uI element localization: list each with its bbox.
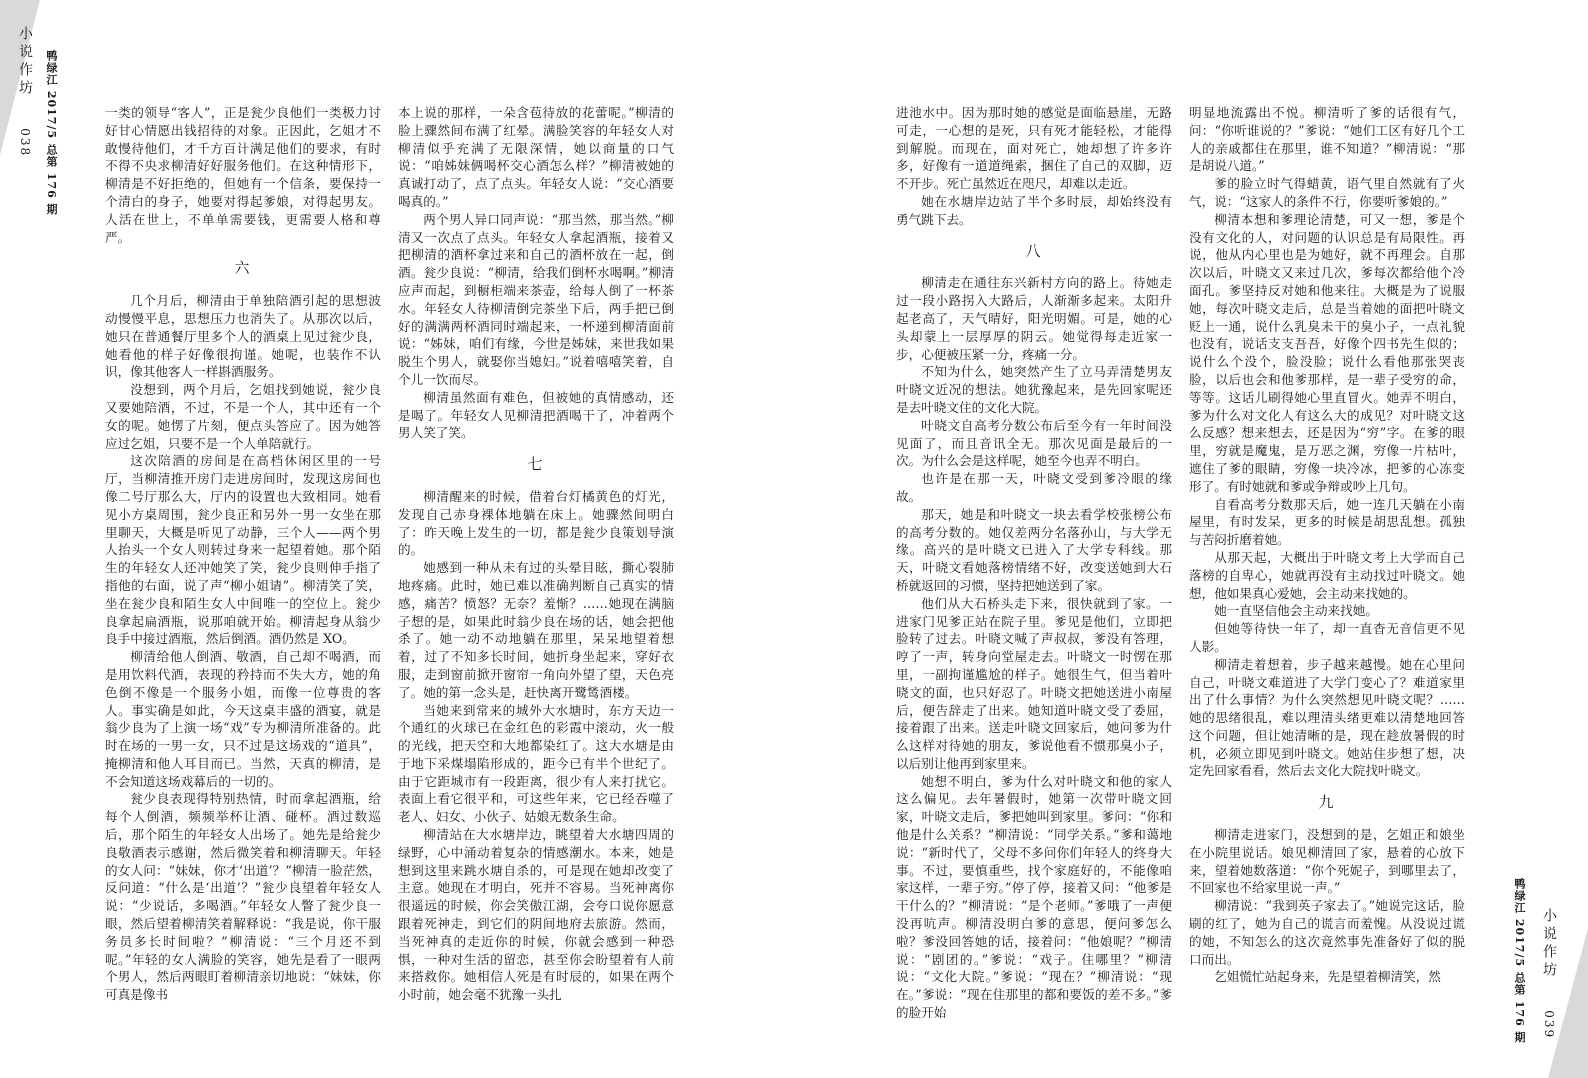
paragraph: 本上说的那样，一朵含苞待放的花蕾呢。”柳清的脸上骤然间布满了红晕。满脸笑容的年轻女人对柳清似乎充满了无限深情，她以商量的口气说：“咱姊妹俩喝杯交心酒怎么样？”柳清被她的真诚打动了，点了点头。年轻女人说：“交心酒要喝真的。” (398, 105, 674, 209)
paragraph: 柳清本想和爹理论清楚，可又一想，爹是个没有文化的人，对问题的认识总是有局限性。再说，他从内心里也是为她好，就不再理会。自那次以后，叶晓文又来过几次，爹每次都给他个冷面孔。爹坚持反对她和他来往。大概是为了说服她，每次叶晓文走后，总是当着她的面把叶晓文贬上一通，说什么乳臭未干的臭小子，一点礼貌也没有，说话支支吾吾，好像个四书先生似的；说什么个没个，脸没脸；说什么看他那张哭丧脸，以后也会和他爹那样，是一辈子受穷的命，等等。这话儿刷得她心里直冒火。她弄不明白，爹为什么对文化人有这么大的成见？对叶晓文这么反感？想来想去，还是因为“穷”字。在爹的眼里，穷就是魔鬼，是万恶之渊，穷像一片枯叶，遮住了爹的眼睛，穷像一块冷冰，把爹的心冻变形了。有时她就和爹或争辩或吵上几句。 (1189, 211, 1465, 494)
paragraph: 柳清虽然面有难色，但被她的真情感动，还是喝了。年轻女人见柳清把酒喝干了，冲着两个男人笑了笑。 (398, 389, 674, 441)
left-page-sidebar (18, 26, 32, 157)
right-page-number: 039 (1542, 1010, 1556, 1040)
paragraph: 柳清走着想着，步子越来越慢。她在心里问自己，叶晓文难道进了大学门变心了？难道家里出了什么事情？为什么突然想见叶晓文呢？……她的思绪很乱，难以理清头绪更难以清楚地回答这个问题，但让她清晰的是，现在趁放暑假的时机，必须立即见到叶晓文。她站住步想了想，决定先回家看看，然后去文化大院找叶晓文。 (1189, 656, 1465, 779)
left-page-number: 038 (18, 128, 32, 158)
paragraph: 瓮少良表现得特别热情，时而拿起酒瓶，给每个人倒酒，频频举杯让酒、碰杯。酒过数巡后，那个陌生的年轻女人出场了。她先是给瓮少良敬酒表示感谢，然后微笑着和柳清聊天。年轻的女人问：“妹妹，你才‘出道’？”柳清一脸茫然，反问道：“什么是‘出道’？”瓮少良望着年轻女人说：“少说话，多喝酒。”年轻女人瞥了瓮少良一眼，然后望着柳清笑着解释说：“我是说，你干服务员多长时间啦？”柳清说：“三个月还不到呢。”年轻的女人满脸的笑容，她先是看了一眼两个男人，然后两眼盯着柳清亲切地说：“妹妹，你可真是像书 (105, 791, 381, 1003)
paragraph: 爹的脸立时气得蜡黄，语气里自然就有了火气，说：“这家人的条件不行，你要听爹娘的。” (1189, 176, 1465, 209)
section-heading: 六 (234, 259, 252, 278)
paragraph: 两个男人异口同声说：“那当然，那当然。”柳清又一次点了点头。年轻女人拿起酒瓶，接着又把柳清的酒杯拿过来和自己的酒杯放在一起，倒酒。瓮少良说：“柳清，给我们倒杯水喝啊。”柳清应声而起，到橱柜端来茶壶，给每人倒了一杯茶水。年轻女人待柳清倒完茶坐下后，两手把已倒好的满满两杯酒同时端起来，一杯递到柳清面前说：“姊妹，咱们有缘，今世是姊妹，来世我如果脱生个男人，就娶你当媳妇。”说着嘻嘻笑着，自个儿一饮而尽。 (398, 211, 674, 387)
paragraph: 她一直坚信他会主动来找她。 (1214, 603, 1378, 619)
paragraph: 也许是在那一天，叶晓文受到爹冷眼的缘故。 (896, 471, 1172, 504)
right-issue-label: 鸭绿江 2017/5 总第 176 期 (1513, 878, 1526, 1044)
paragraph: 不知为什么，她突然产生了立马弄清楚男友叶晓文近况的想法。她犹豫起来，是先回家呢还是去叶晓文住的文化大院。 (896, 364, 1172, 415)
paragraph: 她在水塘岸边站了半个多时辰，却始终没有勇气跳下去。 (896, 193, 1172, 227)
left-column-1 (105, 104, 381, 1004)
paragraph: 那天，她是和叶晓文一块去看学校张榜公布的高考分数的。她仅差两分名落孙山，与大学无缘。高兴的是叶晓文已进入了大学专科线。那天，叶晓文看她落榜情绪不好，改变送她到大石桥就返回的习惯，坚持把她送到了家。 (896, 506, 1172, 593)
right-section-name: 小说作坊 (1541, 908, 1557, 980)
section-heading: 七 (527, 455, 545, 474)
paragraph: 自看高考分数那天后，她一连几天躺在小南屋里，有时发呆，更多的时候是胡思乱想。孤独与苦闷折磨着她。 (1189, 496, 1465, 548)
paragraph: 明显地流露出不悦。柳清听了爹的话很有气，问：“你听谁说的？”爹说：“她们工区有好几个工人的亲戚都住在那里，谁不知道？”柳清说：“那是胡说八道。” (1189, 105, 1465, 174)
paragraph: 柳清说：“我到英子家去了。”她说完这话，脸刷的红了，她为自己的谎言而羞愧。从没说过谎的她，不知怎么的这次竟然事先准备好了似的脱口而出。 (1189, 898, 1465, 967)
paragraph: 他们从大石桥头走下来，很快就到了家。一进家门见爹正站在院子里。爹见是他们，立即把脸转了过去。叶晓文喊了声叔叔，爹没有答理，哼了一声，转身向堂屋走去。叶晓文一时愣在那里，一副拘谨尴尬的样子。她很生气，但当着叶晓文的面，也只好忍了。叶晓文把她送进小南屋后，便告辞走了出来。她知道叶晓文受了委屈，接着跟了出来。送走叶晓文回家后，她问爹为什么这样对待她的朋友，爹说他看不惯那臭小子，以后别让他再到家里来。 (896, 595, 1172, 771)
paragraph: 叶晓文自高考分数公布后至今有一年时间没见面了，而且音讯全无。那次见面是最后的一次。为什么会是这样呢，她至今也弄不明白。 (896, 417, 1172, 469)
paragraph: 柳清站在大水塘岸边，眺望着大水塘四周的绿野，心中涌动着复杂的情感潮水。本来，她是想到这里来跳水塘自杀的，可是现在她却改变了主意。她现在才明白，死并不容易。当死神离你很遥远的时候，你会笑傲江湖，会夸口说你愿意跟着死神走，到它们的阴间地府去旅游。然而，当死神真的走近你的时候，你就会感到一种恐惧，一种对生活的留恋，甚至你会盼望着有人前来搭救你。她相信人死是有时辰的，如果在两个小时前，她会毫不犹豫一头扎 (398, 827, 674, 1003)
right-page (794, 0, 1588, 1078)
paragraph: 当她来到常来的城外大水塘时，东方天边一个通红的火球已在金红色的彩霞中滚动，火一般的光线，把天空和大地都染红了。这大水塘是由于地下采煤塌陷形成的，距今已有半个世纪了。由于它距城市有一段距离，很少有人来打扰它。表面上看它很平和，可这些年来，它已经吞噬了老人、妇女、小伙子、姑娘无数条生命。 (398, 702, 674, 825)
section-heading: 九 (1318, 793, 1336, 812)
paragraph: 乞姐慌忙站起身来，先是望着柳清笑，然 (1214, 969, 1441, 985)
left-section-name: 小说作坊 (17, 26, 33, 98)
paragraph: 这次陪酒的房间是在高档休闲区里的一号厅，当柳清推开房门走进房间时，发现这房间也像二号厅那么大，厅内的设置也大致相同。她看见小方桌周围，瓮少良正和另外一男一女坐在那里聊天，大概是听见了动静，三个人——两个男人抬头一个女人则转过身来一起望着她。那个陌生的年轻女人还冲她笑了笑，瓮少良则伸手指了指他的右面，说了声“柳小姐请”。柳清笑了笑，坐在瓮少良和陌生女人中间唯一的空位上。瓮少良拿起扁酒瓶，说那咱就开始。柳清起身从翁少良手中接过酒瓶，然后倒酒。酒仍然是 XO。 (105, 453, 381, 647)
paragraph: 柳清走进家门，没想到的是，乞姐正和娘坐在小院里说话。娘见柳清回了家，悬着的心放下来，望着她数落道：“你个死妮子，到哪里去了，不回家也不给家里说一声。” (1189, 827, 1465, 896)
paragraph: 柳清醒来的时候，借着台灯橘黄色的灯光，发现自己赤身裸体地躺在床上。她骤然间明白了：昨天晚上发生的一切，都是瓮少良策划导演的。 (398, 488, 674, 558)
section-heading: 八 (1025, 241, 1043, 260)
paragraph: 一类的领导“客人”，正是瓮少良他们一类极力讨好甘心情愿出钱招待的对象。正因此，乞姐才不敢慢待他们，才千方百计满足他们的要求，有时不得不央求柳清好好服务他们。在这种情形下，柳清是不好拒绝的，但她有一个信条，要保持一个清白的身子，她要对得起爹娘，对得起男友。人活在世上，不单单需要钱，更需要人格和尊严。 (105, 105, 381, 245)
right-page-sidebar (1542, 908, 1556, 1039)
paragraph: 没想到，两个月后，乞姐找到她说，瓮少良又要她陪酒，不过，不是一个人，其中还有一个女的呢。她愣了片刻，便点头答应了。因为她答应过乞姐，只要不是一个人单陪就行。 (105, 382, 381, 451)
right-column-1 (896, 104, 1172, 1022)
paragraph: 但她等待快一年了，却一直杳无音信更不见人影。 (1189, 621, 1465, 654)
paragraph: 柳清走在通往东兴新村方向的路上。待她走过一段小路拐入大路后，人渐渐多起来。太阳升起老高了，天气晴好，阳光明媚。可是，她的心头却蒙上一层厚厚的阴云。她觉得每走近家一步，心便被压紧一分，疼痛一分。 (896, 275, 1172, 362)
paragraph: 她感到一种从未有过的头晕目眩，撕心裂肺地疼痛。此时，她已难以准确判断自己真实的情感，痛苦？愤怒？无奈？羞惭？……她现在满脑子想的是，如果此时翁少良在场的话，她会把他杀了。她一动不动地躺在那里，呆呆地望着想着，过了不知多长时间，她折身坐起来，穿好衣服，走到窗前掀开窗帘一角向外望了望，天色亮了。她的第一念头是，赶快离开鹭鸶酒楼。 (398, 560, 674, 700)
paragraph: 柳清给他人倒酒、敬酒，自己却不喝酒，而是用饮料代酒，表现的矜持而不失大方，她的角色倒不像是一个服务小姐，而像一位尊贵的客人。事实确是如此，今天这桌丰盛的酒宴，就是翁少良为了上演一场“戏”专为柳清所准备的。此时在场的一男一女，只不过是这场戏的“道具”，掩柳清和他人耳目而已。当然，天真的柳清，是不会知道这场戏幕后的一切的。 (105, 649, 381, 789)
paragraph: 几个月后，柳清由于单独陪酒引起的思想波动慢慢平息，思想压力也消失了。从那次以后，她只在普通餐厅里多个人的酒桌上见过瓮少良，她看他的样子好像很拘谨。她呢，也装作不认识，像其他客人一样斟酒服务。 (105, 293, 381, 380)
paragraph: 从那天起，大概出于叶晓文考上大学而自己落榜的自卑心，她就再没有主动找过叶晓文。她想，他如果真心爱她，会主动来找她的。 (1189, 549, 1465, 601)
left-column-2 (398, 104, 674, 1004)
paragraph: 她想不明白，爹为什么对叶晓文和他的家人这么偏见。去年暑假时，她第一次带叶晓文回家，叶晓文走后，爹把她叫到家里。爹问：“你和他是什么关系？”柳清说：“同学关系。”爹和蔼地说：“新时代了，父母不多问你们年轻人的终身大事。不过，要慎重些，找个家庭好的，不能像咱家这样，一辈子穷。”停了停，接着又问：“他爹是干什么的？”柳清说：“是个老师。”爹哦了一声便没再吭声。柳清没明白爹的意思，便问爹怎么啦？爹没回答她的话，接着问：“他娘呢？”柳清说：“剧团的。”爹说：“戏子。住哪里？”柳清说：“文化大院。”爹说：“现在？”柳清说：“现在。”爹说：“现在住那里的都和要饭的差不多。”爹的脸开始 (896, 773, 1172, 1021)
right-column-2 (1189, 104, 1465, 986)
left-issue-label: 鸭绿江 2017/5 总第 176 期 (45, 50, 58, 216)
paragraph: 进池水中。因为那时她的感觉是面临悬崖，无路可走，一心想的是死，只有死才能轻松，才能得到解脱。而现在，面对死亡，她却想了许多许多，好像有一道道绳索，捆住了自己的双脚，迈不开步。死亡虽然近在咫尺，却难以走近。 (896, 105, 1172, 192)
